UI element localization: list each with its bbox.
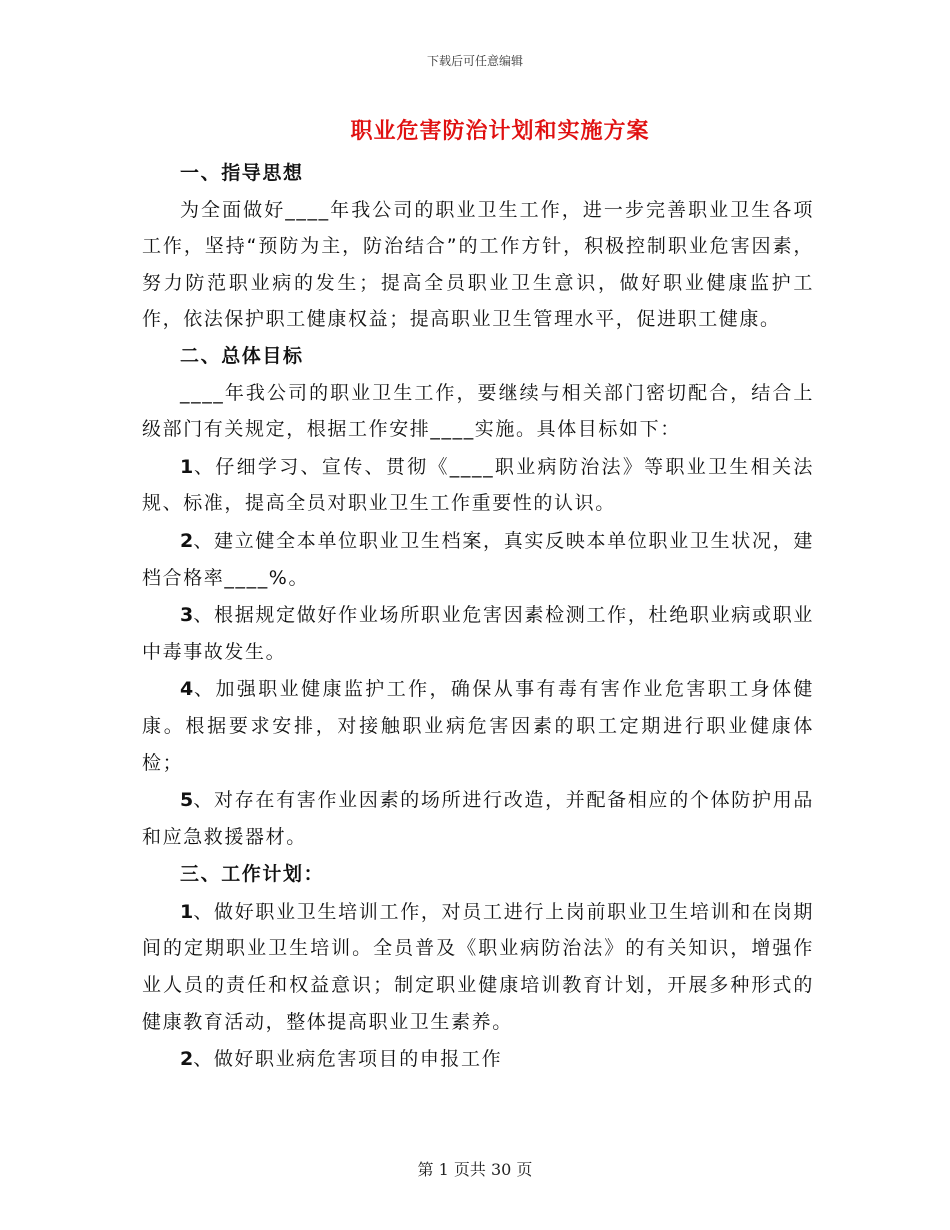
goal-item: [142, 671, 814, 781]
section-heading-work-plan: 三、工作计划：: [180, 863, 325, 886]
plan-item-number: 2: [180, 1048, 194, 1071]
goal-item-number: 4: [180, 678, 194, 701]
plan-item: [142, 894, 814, 1040]
goal-item: [142, 523, 814, 596]
plan-item-number: 1: [180, 900, 194, 923]
document-body: [142, 155, 814, 1078]
goal-item-text: 、对存在有害作业因素的场所进行改造，并配备相应的个体防护用品和应急救援器材。: [142, 789, 814, 848]
section-heading-guiding-ideology: 一、指导思想: [180, 162, 304, 184]
plan-item-text: 、做好职业卫生培训工作，对员工进行上岗前职业卫生培训和在岗期间的定期职业卫生培训。全员普及《职业病防治法》的有关知识，增强作业人员的责任和权益意识；制定职业健康培训教育计划，开展多种形式的健康教育活动，整体提高职业卫生素养。: [142, 900, 814, 1033]
goal-item-text: 、仔细学习、宣传、贯彻《____职业病防治法》等职业卫生相关法规、标准，提高全员对职业卫生工作重要性的认识。: [142, 455, 814, 515]
goal-item-text: 、加强职业健康监护工作，确保从事有毒有害作业危害职工身体健康。根据要求安排，对接触职业病危害因素的职工定期进行职业健康体检；: [142, 678, 814, 774]
goal-item-text: 、建立健全本单位职业卫生档案，真实反映本单位职业卫生状况，建档合格率____%。: [142, 529, 814, 589]
goal-item: [142, 782, 814, 855]
goal-item-number: 2: [180, 529, 194, 552]
goal-item-number: 5: [180, 789, 194, 812]
page-footer: 第 1 页共 30 页: [417, 1160, 533, 1179]
document-title: 职业危害防治计划和实施方案: [350, 119, 650, 144]
goal-item: [142, 597, 814, 670]
section-heading-overall-goal: 二、总体目标: [180, 344, 304, 367]
paragraph-guiding-ideology: 为全面做好____年我公司的职业卫生工作，进一步完善职业卫生各项工作，坚持“预防为主，防治结合”的工作方针，积极控制职业危害因素，努力防范职业病的发生；提高全员职业卫生意识，做好职业健康监护工作，依法保护职工健康权益；提高职业卫生管理水平，促进职工健康。: [142, 198, 814, 331]
header-note: 下载后可任意编辑: [426, 54, 523, 68]
paragraph-overall-goal: ____年我公司的职业卫生工作，要继续与相关部门密切配合，结合上级部门有关规定，根据工作安排____实施。具体目标如下：: [142, 381, 814, 441]
plan-item-text: 、做好职业病危害项目的申报工作: [193, 1048, 503, 1071]
goal-item-number: 1: [180, 455, 194, 478]
goal-item-number: 3: [180, 604, 194, 627]
goal-item-text: 、根据规定做好作业场所职业危害因素检测工作，杜绝职业病或职业中毒事故发生。: [142, 604, 814, 663]
plan-item: [142, 1041, 814, 1078]
goal-item: [142, 449, 814, 522]
